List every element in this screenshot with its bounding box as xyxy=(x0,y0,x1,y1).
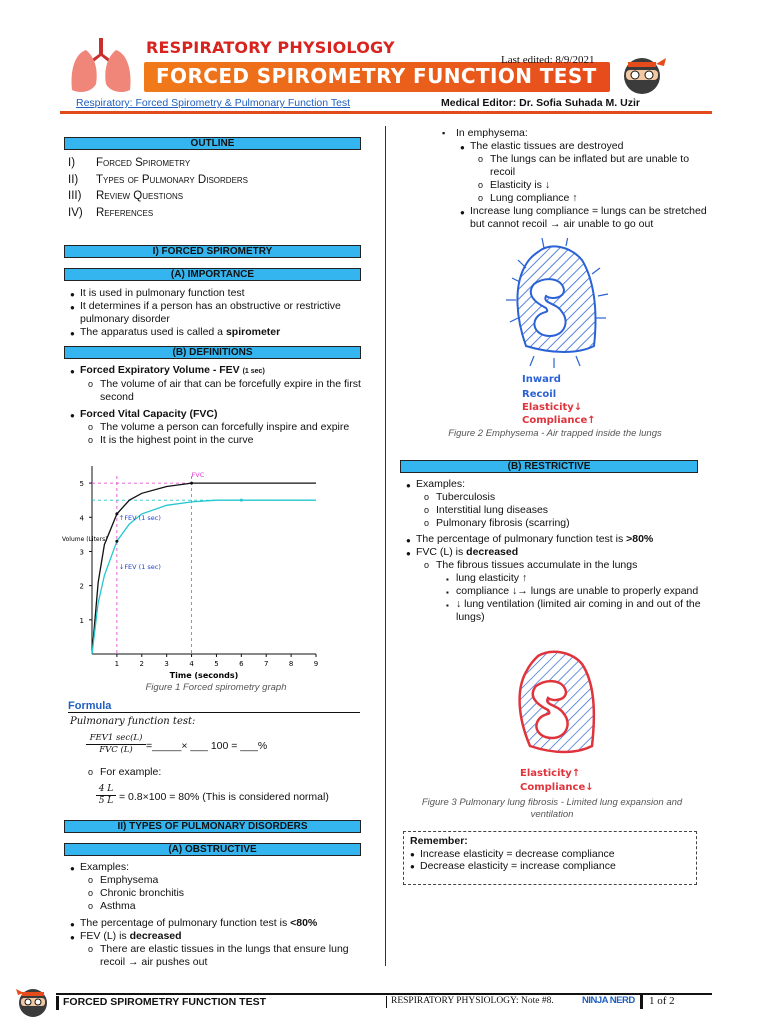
footer-brand-logo: NINJA NERD xyxy=(582,995,635,1006)
list-item: o Asthma xyxy=(70,900,362,913)
section1-heading: I) FORCED SPIROMETRY xyxy=(64,245,361,258)
x-tick-label: 5 xyxy=(214,660,219,668)
data-point xyxy=(115,540,118,543)
list-item: o The volume of air that can be forcefully expire in the first second xyxy=(70,378,362,404)
list-item: ▪ compliance ↓→ lungs are unable to properly expand xyxy=(406,585,704,598)
outline-heading: OUTLINE xyxy=(64,137,361,150)
inward-label: Inward xyxy=(522,374,561,385)
figure1-caption: Figure 1 Forced spirometry graph xyxy=(145,682,287,693)
x-tick-label: 8 xyxy=(288,660,294,668)
header-link-title[interactable]: Respiratory: Forced Spirometry & Pulmonary Function Test xyxy=(76,97,351,109)
outline-item[interactable]: I) Forced Spirometry xyxy=(68,157,191,169)
outline-item[interactable]: IV) References xyxy=(68,206,154,219)
x-tick-label: 9 xyxy=(313,660,319,668)
list-item: ● The percentage of pulmonary function test is >80% xyxy=(406,533,704,546)
footer-ninja-icon xyxy=(14,983,52,1019)
list-item: ● FEV (L) is decreased xyxy=(70,930,362,943)
spirometry-chart xyxy=(60,458,326,682)
figure3-caption: Figure 3 Pulmonary lung fibrosis - Limited lung expansion and ventilation xyxy=(421,797,683,820)
restrictive-heading: (B) RESTRICTIVE xyxy=(400,460,698,473)
list-item: o The lungs can be inflated but are unable to recoil xyxy=(460,153,707,179)
formula-example-label-list xyxy=(70,766,161,779)
chart-annotation: ↓FEV (1 sec) xyxy=(118,563,161,572)
x-tick-label: 4 xyxy=(189,660,194,668)
importance-list xyxy=(70,287,360,339)
outline-item[interactable]: II) Types of Pulmonary Disorders xyxy=(68,173,249,186)
fibrosis-lung-illustration xyxy=(504,646,624,792)
list-item: o There are elastic tissues in the lungs that ensure lung recoil → air pushes out xyxy=(70,943,362,969)
list-item: o Elasticity is ↓ xyxy=(460,179,707,192)
y-tick-label: 4 xyxy=(79,514,84,523)
plateau-point xyxy=(240,499,243,502)
x-tick-label: 1 xyxy=(114,660,120,668)
list-item: o Chronic bronchitis xyxy=(70,887,362,900)
compliance-up-label: Compliance↑ xyxy=(522,415,596,426)
remember-box xyxy=(403,831,697,885)
list-item: ● It is used in pulmonary function test xyxy=(70,287,360,300)
list-item: o It is the highest point in the curve xyxy=(70,434,362,447)
chart-annotation: FVC xyxy=(191,471,205,480)
list-item: o The volume a person can forcefully inspire and expire xyxy=(70,421,362,434)
emphysema-list xyxy=(442,127,707,231)
obstructive-list xyxy=(70,861,362,969)
list-item: ▪ lung elasticity ↑ xyxy=(406,572,704,585)
list-item: o Interstitial lung diseases xyxy=(406,504,704,517)
list-item: ● Examples: xyxy=(70,861,362,874)
list-item: ▪ In emphysema: xyxy=(442,127,707,140)
chart-annotation: ↑FEV (1 sec) xyxy=(118,513,161,522)
example-result: = 0.8×100 = 80% (This is considered normal) xyxy=(119,791,329,803)
lungs-icon xyxy=(66,36,136,96)
footer-title: FORCED SPIROMETRY FUNCTION TEST xyxy=(56,996,386,1010)
list-item: o Pulmonary fibrosis (scarring) xyxy=(406,517,704,530)
list-item: ● Decrease elasticity = increase compliance xyxy=(410,860,690,873)
list-item: ● Forced Expiratory Volume - FEV (1 sec) xyxy=(70,364,362,378)
importance-heading: (A) IMPORTANCE xyxy=(64,268,361,281)
outline-list xyxy=(68,155,248,221)
formula-fraction: FEV1 sec(L) FVC (L) xyxy=(86,733,146,755)
formula-rest: =_____× ___ 100 = ___% xyxy=(146,740,268,752)
page-title: FORCED SPIROMETRY FUNCTION TEST xyxy=(156,64,597,88)
definitions-list xyxy=(70,364,362,447)
formula-rule xyxy=(68,712,360,713)
y-tick-label: 2 xyxy=(79,582,84,591)
medical-editor: Medical Editor: Dr. Sofia Suhada M. Uzir xyxy=(441,97,640,109)
list-item: ● The elastic tissues are destroyed xyxy=(460,140,707,153)
footer-note: RESPIRATORY PHYSIOLOGY: Note #8. xyxy=(386,996,554,1008)
formula-title: Formula xyxy=(68,700,112,712)
x-tick-label: 2 xyxy=(139,660,145,668)
list-item: ● Increase elasticity = decrease compliance xyxy=(410,848,690,861)
list-item: o Emphysema xyxy=(70,874,362,887)
emphysema-lung-illustration xyxy=(490,238,630,428)
x-axis-label: Time (seconds) xyxy=(169,671,239,680)
page-number: 1 of 2 xyxy=(640,995,675,1009)
y-axis-label: Volume (Liters) xyxy=(62,536,108,544)
list-item: ● It determines if a person has an obstructive or restrictive pulmonary disorder xyxy=(70,300,360,326)
formula-label: Pulmonary function test: xyxy=(70,716,196,727)
list-item: ● The percentage of pulmonary function test is <80% xyxy=(70,917,362,930)
elasticity-down-label: Elasticity↓ xyxy=(522,402,583,413)
list-item: ● FVC (L) is decreased xyxy=(406,546,704,559)
remember-title: Remember: xyxy=(410,835,468,847)
series-line-1 xyxy=(92,500,316,654)
x-tick-label: 3 xyxy=(164,660,169,668)
elasticity-up-label: Elasticity↑ xyxy=(520,768,581,779)
y-tick-label: 5 xyxy=(79,480,84,489)
data-point xyxy=(115,512,118,515)
column-divider xyxy=(385,126,386,966)
last-edited: Last edited: 8/9/2021 xyxy=(501,54,595,66)
y-tick-label: 1 xyxy=(79,616,84,625)
outline-item[interactable]: III) Review Questions xyxy=(68,190,184,202)
list-item: ● Forced Vital Capacity (FVC) xyxy=(70,408,362,421)
compliance-down-label: Compliance↓ xyxy=(520,782,594,792)
figure2-caption: Figure 2 Emphysema - Air trapped inside the lungs xyxy=(448,428,662,439)
definitions-heading: (B) DEFINITIONS xyxy=(64,346,361,359)
list-item: o Lung compliance ↑ xyxy=(460,192,707,205)
list-item: ▪ ↓ lung ventilation (limited air coming in and out of the lungs) xyxy=(406,598,704,624)
recoil-label: Recoil xyxy=(522,389,557,400)
list-item: o The fibrous tissues accumulate in the lungs xyxy=(406,559,704,572)
list-item: o For example: xyxy=(70,766,161,779)
x-tick-label: 7 xyxy=(263,660,269,668)
page-header xyxy=(60,30,710,100)
restrictive-list xyxy=(406,478,704,624)
list-item: ● Examples: xyxy=(406,478,704,491)
subject-title: RESPIRATORY PHYSIOLOGY xyxy=(146,38,395,57)
ninja-mascot-icon xyxy=(616,50,668,98)
fvc-point xyxy=(190,482,193,485)
obstructive-heading: (A) OBSTRUCTIVE xyxy=(64,843,361,856)
y-tick-label: 3 xyxy=(79,548,84,557)
list-item: ● Increase lung compliance = lungs can be stretched but cannot recoil → air unable to go out xyxy=(460,205,707,231)
list-item: o Tuberculosis xyxy=(406,491,704,504)
header-rule xyxy=(60,111,712,114)
list-item: ● The apparatus used is called a spirometer xyxy=(70,326,360,339)
x-tick-label: 6 xyxy=(239,660,244,668)
example-fraction: 4 L 5 L xyxy=(96,784,116,808)
section2-heading: II) TYPES OF PULMONARY DISORDERS xyxy=(64,820,361,833)
